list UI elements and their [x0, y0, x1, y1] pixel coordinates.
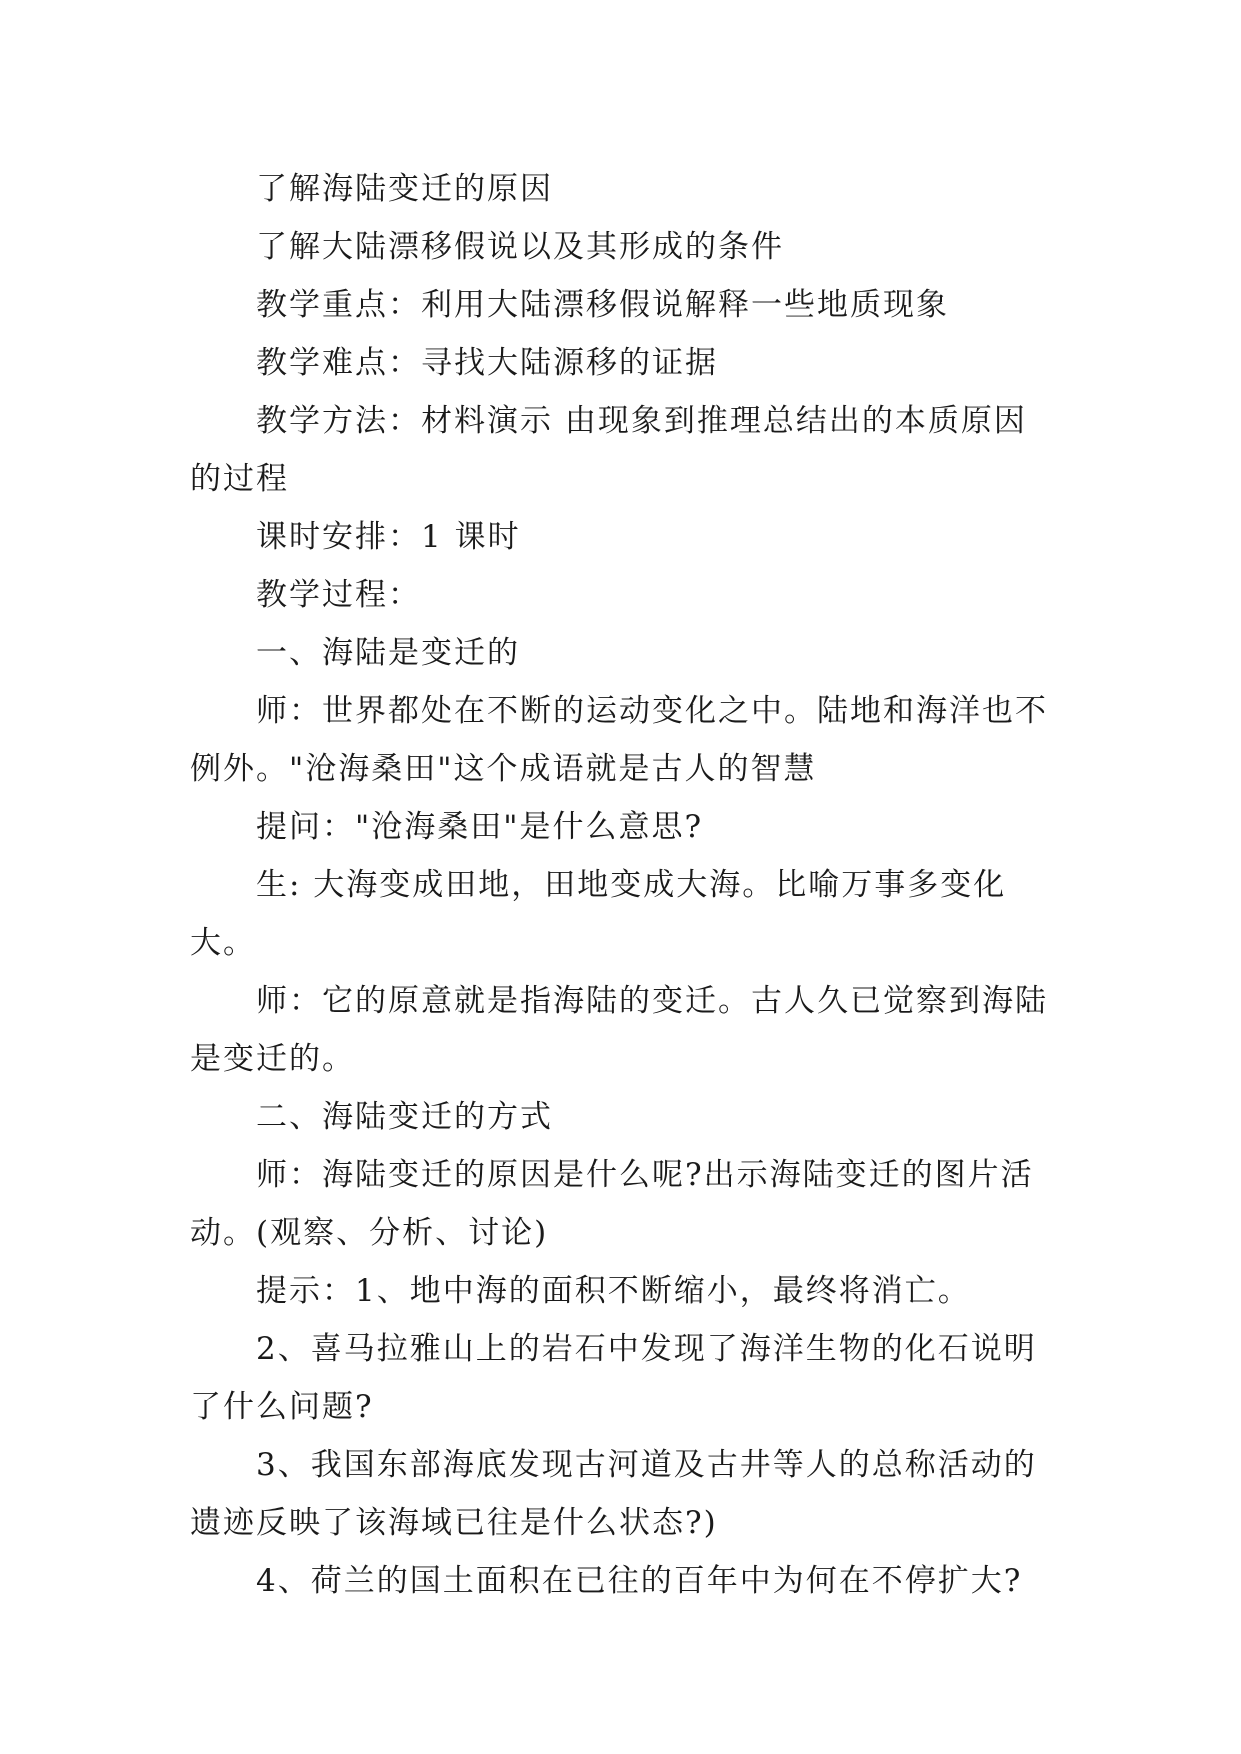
section-heading: 一、海陆是变迁的: [256, 635, 520, 671]
paragraph: 了解海陆变迁的原因: [256, 171, 553, 207]
paragraph: 提问："沧海桑田"是什么意思?: [256, 809, 704, 845]
paragraph: 师：海陆变迁的原因是什么呢?出示海陆变迁的图片活动。(观察、分析、讨论): [190, 1157, 1034, 1251]
paragraph: 教学过程：: [256, 577, 421, 613]
paragraph: 2、喜马拉雅山上的岩石中发现了海洋生物的化石说明了什么问题?: [190, 1331, 1037, 1425]
paragraph: 课时安排：1 课时: [256, 519, 521, 555]
document-body: [190, 160, 1055, 1610]
paragraph: 师：它的原意就是指海陆的变迁。古人久已觉察到海陆是变迁的。: [190, 983, 1048, 1077]
paragraph: 生: 大海变成田地，田地变成大海。比喻万事多变化大。: [190, 867, 1007, 961]
paragraph: 3、我国东部海底发现古河道及古井等人的总称活动的遗迹反映了该海域已往是什么状态?): [190, 1447, 1037, 1541]
paragraph: 教学难点：寻找大陆源移的证据: [256, 345, 718, 381]
paragraph: 师：世界都处在不断的运动变化之中。陆地和海洋也不例外。"沧海桑田"这个成语就是古人的智慧: [190, 693, 1048, 787]
section-heading: 二、海陆变迁的方式: [256, 1099, 553, 1135]
paragraph: 了解大陆漂移假说以及其形成的条件: [256, 229, 784, 265]
paragraph: 提示：1、地中海的面积不断缩小，最终将消亡。: [256, 1273, 971, 1309]
paragraph: 4、荷兰的国土面积在已往的百年中为何在不停扩大?: [256, 1563, 1023, 1599]
paragraph: 教学方法：材料演示 由现象到推理总结出的本质原因的过程: [190, 403, 1027, 497]
paragraph: 教学重点：利用大陆漂移假说解释一些地质现象: [256, 287, 949, 323]
